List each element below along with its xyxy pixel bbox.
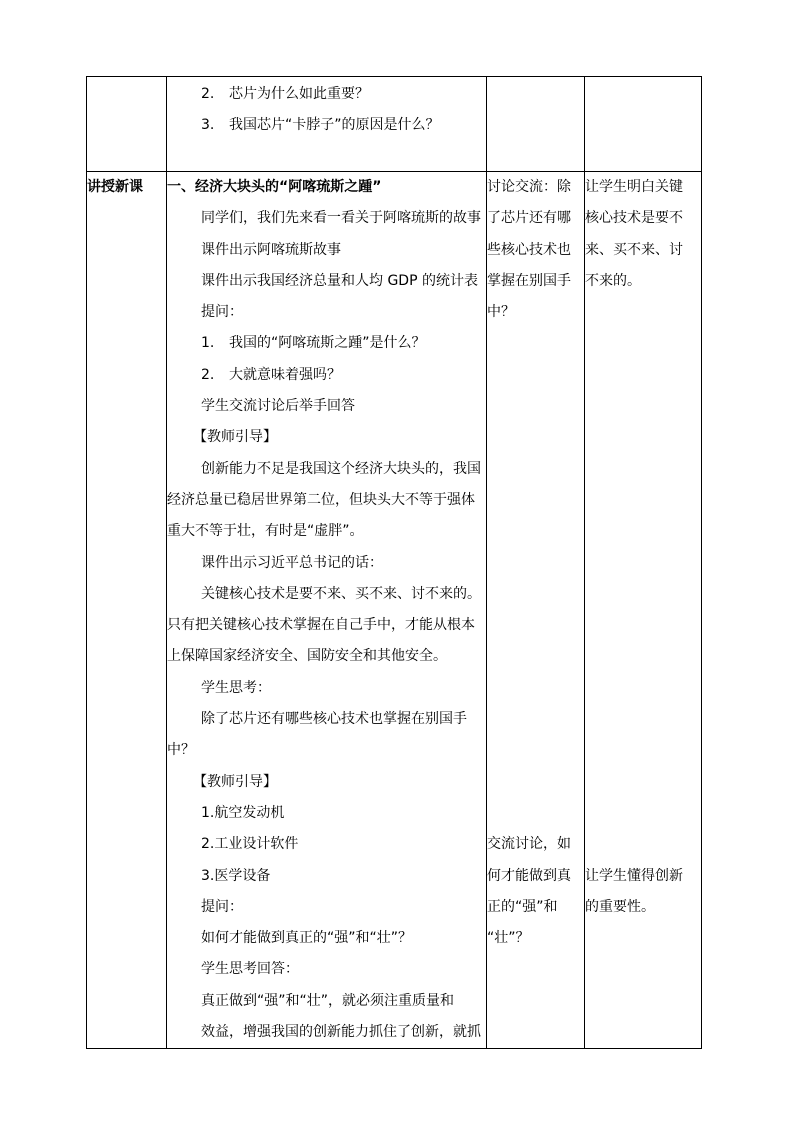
paragraph: 课件出示我国经济总量和人均 GDP 的统计表	[201, 272, 478, 289]
student-activity-line: 正的“强”和	[487, 899, 558, 916]
table-row-questions	[87, 77, 702, 172]
design-intent-line: 不来的。	[585, 272, 641, 289]
spacer	[487, 328, 584, 829]
stage-cell	[87, 172, 167, 1049]
list-item: 1.航空发动机	[201, 804, 285, 821]
student-activity-line: 何才能做到真	[487, 867, 571, 884]
design-intent-line: 让学生明白关键	[585, 179, 683, 195]
student-activity-line: 掌握在别国手	[487, 272, 571, 289]
paragraph: 重大不等于壮，有时是“虚胖”。	[167, 523, 364, 540]
student-activity-cell	[487, 172, 585, 1049]
student-activity-line: 了芯片还有哪	[487, 210, 571, 227]
paragraph: 同学们，我们先来看一看关于阿喀琉斯的故事	[201, 210, 481, 227]
question-item: 2. 芯片为什么如此重要？	[201, 86, 369, 102]
section-heading: 一、经济大块头的“阿喀琉斯之踵”	[167, 179, 382, 195]
question-item: 2. 大就意味着强吗？	[201, 366, 341, 383]
question-item: 3. 我国芯片“卡脖子”的原因是什么？	[201, 117, 440, 134]
paragraph: 课件出示习近平总书记的话：	[201, 554, 383, 571]
quote-line: 关键核心技术是要不来、买不来、讨不来的。	[201, 585, 481, 602]
spacer	[585, 297, 701, 861]
paragraph: 提问：	[201, 898, 243, 915]
paragraph: 提问：	[201, 304, 243, 321]
student-activity-line: 中？	[487, 304, 515, 321]
student-activity-line: 些核心技术也	[487, 241, 571, 258]
design-intent-line: 来、买不来、讨	[585, 241, 683, 258]
question-item: 1. 我国的“阿喀琉斯之踵”是什么？	[201, 335, 426, 352]
content-cell-questions	[167, 77, 487, 172]
paragraph: 经济总量已稳居世界第二位，但块头大不等于强体	[167, 491, 475, 508]
paragraph: 中？	[167, 742, 195, 759]
stage-label: 讲授新课	[87, 179, 143, 195]
paragraph: 创新能力不足是我国这个经济大块头的，我国	[201, 460, 481, 477]
paragraph: 学生思考回答：	[201, 961, 299, 978]
paragraph: 学生思考：	[201, 679, 271, 696]
student-activity-line: 讨论交流：除	[487, 179, 571, 195]
paragraph: 效益，增强我国的创新能力抓住了创新，就抓	[201, 1024, 481, 1041]
lesson-plan-table	[86, 76, 702, 1049]
teacher-guide-heading: 【教师引导】	[193, 429, 277, 446]
paragraph: 除了芯片还有哪些核心技术也掌握在别国手	[201, 711, 467, 728]
list-item: 2.工业设计软件	[201, 836, 299, 853]
quote-line: 上保障国家经济安全、国防安全和其他安全。	[167, 648, 447, 665]
student-activity-line: 交流讨论，如	[487, 836, 571, 853]
paragraph: 真正做到“强”和“壮”，就必须注重质量和	[201, 992, 455, 1009]
content-cell	[167, 172, 487, 1049]
design-intent-cell	[585, 172, 702, 1049]
design-intent-line: 让学生懂得创新	[585, 868, 683, 885]
design-intent-line: 核心技术是要不	[585, 210, 683, 227]
student-activity-line: “壮”？	[487, 930, 530, 947]
quote-line: 只有把关键核心技术掌握在自己手中，才能从根本	[167, 617, 475, 634]
teacher-guide-heading: 【教师引导】	[193, 773, 277, 790]
list-item: 3.医学设备	[201, 867, 271, 884]
stage-cell-empty	[87, 77, 167, 172]
student-cell-empty	[487, 77, 585, 172]
table-row-new-lesson	[87, 172, 702, 1049]
paragraph: 课件出示阿喀琉斯故事	[201, 241, 341, 258]
design-intent-line: 的重要性。	[585, 899, 655, 916]
intent-cell-empty	[585, 77, 702, 172]
paragraph: 学生交流讨论后举手回答	[201, 398, 355, 415]
paragraph: 如何才能做到真正的“强”和“壮”？	[201, 930, 413, 947]
